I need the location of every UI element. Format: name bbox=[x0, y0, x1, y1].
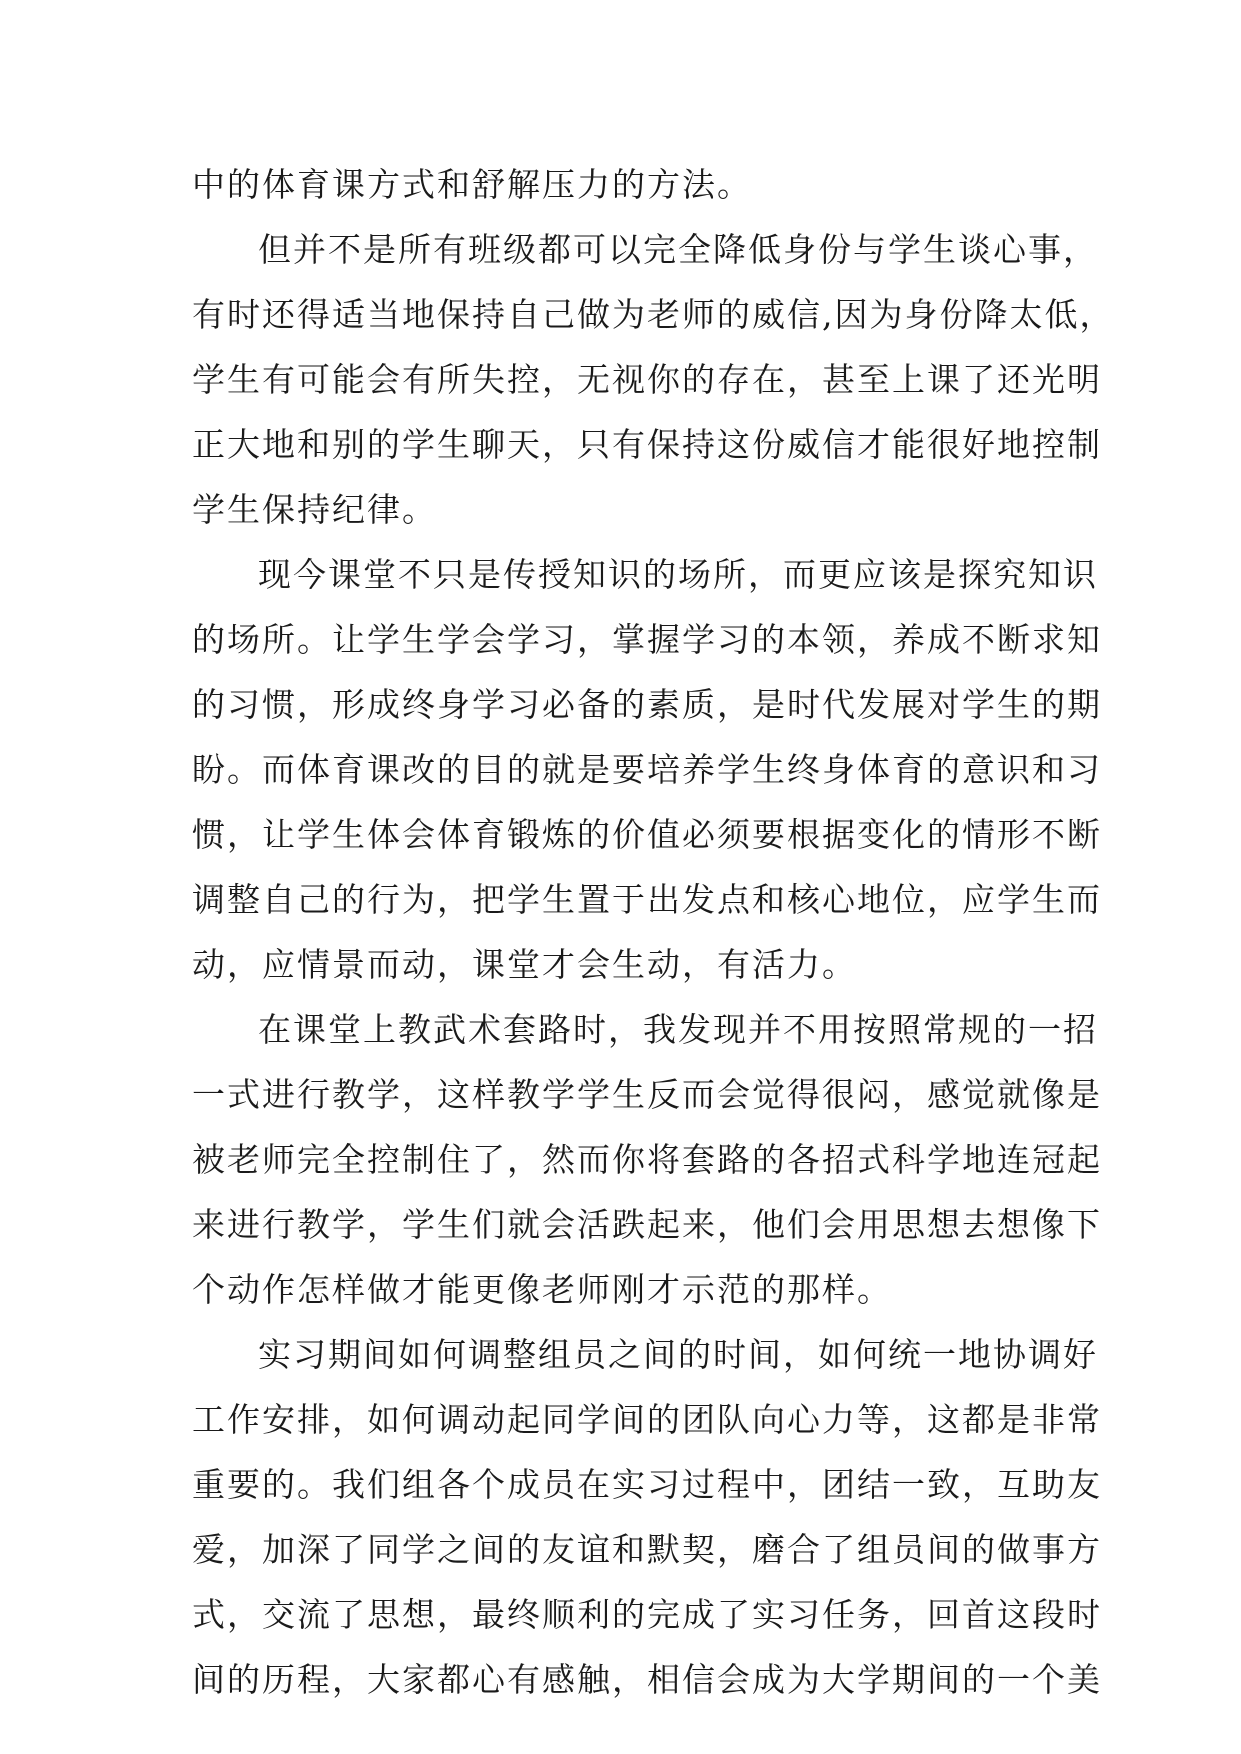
text-line: 工作安排，如何调动起同学间的团队向心力等，这都是非常 bbox=[192, 1400, 1102, 1439]
paragraph-start-line: 但并不是所有班级都可以完全降低身份与学生谈心事， bbox=[258, 230, 1098, 269]
text-line: 中的体育课方式和舒解压力的方法。 bbox=[192, 165, 752, 204]
text-line: 重要的。我们组各个成员在实习过程中，团结一致，互助友 bbox=[192, 1465, 1102, 1504]
paragraph-start-line: 在课堂上教武术套路时，我发现并不用按照常规的一招 bbox=[258, 1010, 1098, 1049]
text-line: 式，交流了思想，最终顺利的完成了实习任务，回首这段时 bbox=[192, 1595, 1102, 1634]
text-line: 有时还得适当地保持自己做为老师的威信,因为身份降太低， bbox=[192, 295, 1115, 334]
text-line: 被老师完全控制住了，然而你将套路的各招式科学地连冠起 bbox=[192, 1140, 1102, 1179]
text-line: 学生保持纪律。 bbox=[192, 490, 437, 529]
paragraph-start-line: 实习期间如何调整组员之间的时间，如何统一地协调好 bbox=[258, 1335, 1098, 1374]
text-line: 爱，加深了同学之间的友谊和默契，磨合了组员间的做事方 bbox=[192, 1530, 1102, 1569]
text-line: 的场所。让学生学会学习，掌握学习的本领，养成不断求知 bbox=[192, 620, 1102, 659]
text-line: 正大地和别的学生聊天，只有保持这份威信才能很好地控制 bbox=[192, 425, 1102, 464]
text-line: 来进行教学，学生们就会活跌起来，他们会用思想去想像下 bbox=[192, 1205, 1102, 1244]
text-line: 惯，让学生体会体育锻炼的价值必须要根据变化的情形不断 bbox=[192, 815, 1102, 854]
text-line: 调整自己的行为，把学生置于出发点和核心地位，应学生而 bbox=[192, 880, 1102, 919]
text-line: 动，应情景而动，课堂才会生动，有活力。 bbox=[192, 945, 857, 984]
paragraph-start-line: 现今课堂不只是传授知识的场所，而更应该是探究知识 bbox=[258, 555, 1098, 594]
text-line: 的习惯，形成终身学习必备的素质，是时代发展对学生的期 bbox=[192, 685, 1102, 724]
text-line: 学生有可能会有所失控，无视你的存在，甚至上课了还光明 bbox=[192, 360, 1102, 399]
text-line: 个动作怎样做才能更像老师刚才示范的那样。 bbox=[192, 1270, 892, 1309]
body-text bbox=[192, 152, 1115, 1712]
text-line: 盼。而体育课改的目的就是要培养学生终身体育的意识和习 bbox=[192, 750, 1102, 789]
text-line: 一式进行教学，这样教学学生反而会觉得很闷，感觉就像是 bbox=[192, 1075, 1102, 1114]
text-line: 间的历程，大家都心有感触，相信会成为大学期间的一个美 bbox=[192, 1660, 1102, 1699]
